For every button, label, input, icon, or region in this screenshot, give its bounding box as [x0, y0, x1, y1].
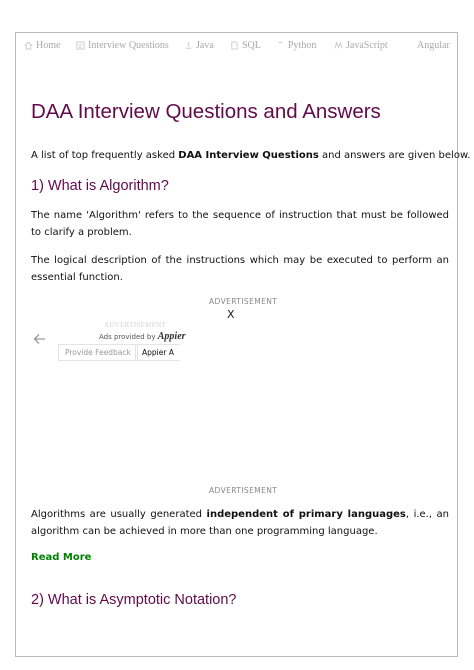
python-icon: [276, 41, 285, 50]
top-nav: [24, 40, 452, 56]
intro-prefix: A list of top frequently asked: [31, 150, 179, 161]
js-icon: [334, 41, 343, 50]
intro-text: [31, 149, 471, 163]
para3-suffix: , i.e., an algorithm can be achieved in more than one programming language.: [31, 509, 450, 537]
home-icon: [24, 41, 33, 50]
question-1-paragraph-1: The name 'Algorithm' refers to the sequence of instruction that must be followed to clarify a problem.: [31, 210, 449, 238]
nav-item-label: Home: [36, 40, 61, 51]
nav-item-java[interactable]: [184, 40, 214, 51]
nav-item-javascript[interactable]: [334, 40, 388, 51]
nav-item-angular[interactable]: [417, 40, 450, 51]
intro-bold: DAA Interview Questions: [178, 150, 319, 161]
nav-item-home[interactable]: [24, 40, 60, 51]
para3-prefix: Algorithms are usually generated: [31, 509, 207, 520]
nav-item-label: Angular: [417, 40, 450, 51]
page-title: DAA Interview Questions and Answers: [31, 100, 381, 123]
intro-suffix: and answers are given below.: [318, 150, 471, 161]
para3-bold: independent of primary languages: [206, 509, 406, 520]
appier-logo: Appier: [157, 331, 186, 342]
nav-item-label: JavaScript: [346, 40, 388, 51]
advertisement-label-top: ADVERTISEMENT: [209, 297, 278, 306]
read-more-link[interactable]: Read More: [31, 552, 92, 563]
ads-provided-text: Ads provided by: [99, 333, 156, 341]
nav-item-python[interactable]: [276, 40, 316, 51]
nav-item-label: SQL: [242, 40, 261, 51]
ads-provided-by: [99, 331, 186, 342]
question-1-paragraph-3: [31, 506, 449, 540]
question-1-paragraph-2: The logical description of the instructions which may be executed to perform an essential function.: [31, 255, 449, 283]
question-icon: [76, 41, 85, 50]
java-icon: [184, 41, 193, 50]
nav-item-interview-questions[interactable]: [76, 40, 169, 51]
back-arrow-icon[interactable]: [33, 330, 46, 342]
provide-feedback-button[interactable]: Provide Feedback: [58, 344, 138, 361]
advertisement-label-bottom: ADVERTISEMENT: [209, 486, 278, 495]
nav-item-sql[interactable]: [230, 40, 261, 51]
ad-faint-label: ADVERTISEMENT: [104, 321, 167, 329]
nav-item-label: Python: [288, 40, 317, 51]
nav-item-label: Interview Questions: [88, 40, 169, 51]
nav-item-label: Java: [196, 40, 214, 51]
ad-close-button[interactable]: X: [227, 308, 235, 321]
database-icon: [230, 41, 239, 50]
appier-button[interactable]: Appier A: [135, 344, 180, 361]
question-2-heading: 2) What is Asymptotic Notation?: [31, 592, 237, 608]
question-1-heading: 1) What is Algorithm?: [31, 178, 169, 194]
